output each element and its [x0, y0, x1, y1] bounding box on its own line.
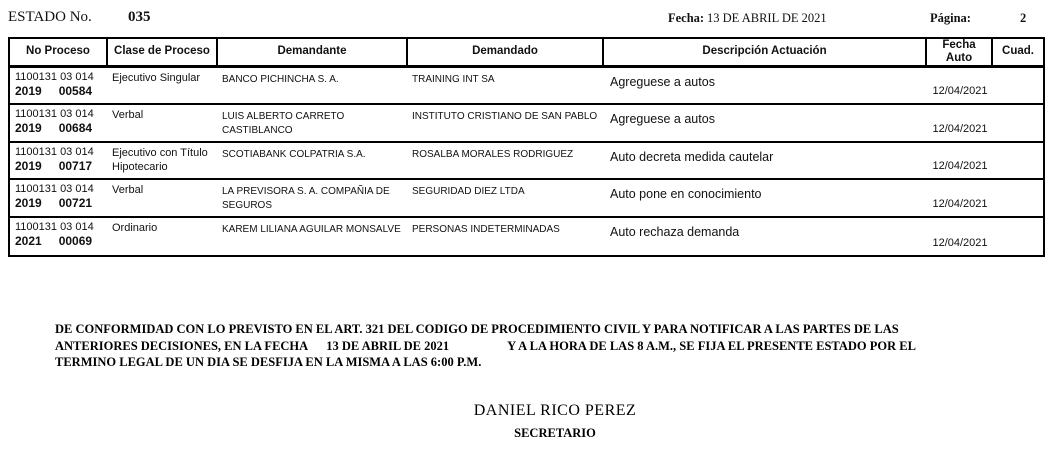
radicado: 1100131 03 014: [15, 183, 94, 195]
anio: 2019: [15, 84, 42, 99]
cell-demandado: SEGURIDAD DIEZ LTDA: [412, 186, 525, 197]
fecha-auto-line1: Fecha: [942, 38, 976, 51]
pagina-label: Página:: [930, 11, 971, 25]
cell-demandado: TRAINING INT SA: [412, 74, 495, 85]
cell-no-proceso: [10, 218, 108, 255]
radicado: 1100131 03 014: [15, 71, 94, 83]
table-row: [10, 180, 1043, 218]
column-header-fecha-auto: [927, 39, 993, 65]
secretary-name: DANIEL RICO PEREZ: [473, 401, 637, 419]
column-header-no-proceso: No Proceso: [10, 39, 108, 65]
cell-demandante: BANCO PICHINCHA S. A.: [222, 74, 339, 85]
cell-demandado: INSTITUTO CRISTIANO DE SAN PABLO: [412, 111, 598, 122]
fecha-value: 13 DE ABRIL DE 2021: [707, 11, 827, 25]
cell-fecha-auto: 12/04/2021: [932, 237, 988, 249]
secretary-title: SECRETARIO: [514, 425, 596, 440]
estado-label: ESTADO No.: [8, 9, 92, 25]
cell-clase: Verbal: [112, 109, 144, 121]
radicado: 1100131 03 014: [15, 108, 94, 120]
legal-line-2: [55, 338, 960, 355]
cell-fecha-auto: 12/04/2021: [932, 198, 988, 210]
anio: 2019: [15, 196, 42, 211]
table-row: [10, 68, 1043, 105]
cell-cuad: [993, 218, 1043, 255]
fecha-auto-line2: Auto: [945, 52, 973, 64]
column-header-clase: Clase de Proceso: [108, 39, 218, 65]
table-row: [10, 105, 1043, 143]
signature-block: [0, 402, 1060, 441]
cell-no-proceso: [10, 105, 108, 141]
cell-no-proceso: [10, 180, 108, 216]
cell-demandante: LUIS ALBERTO CARRETO CASTIBLANCO: [222, 111, 345, 136]
cell-clase: Ejecutivo con Título Hipotecario: [112, 147, 208, 173]
cell-cuad: [993, 180, 1043, 216]
cell-descripcion: Auto decreta medida cautelar: [610, 150, 774, 164]
legal-line-1: DE CONFORMIDAD CON LO PREVISTO EN EL ART. 321 DEL CODIGO DE PROCEDIMIENTO CIVIL Y PARA NOTIFICAR A LAS PARTES DE LAS: [55, 322, 899, 336]
consecutivo: 00717: [58, 159, 93, 174]
column-header-demandado: Demandado: [408, 39, 604, 65]
column-header-descripcion: Descripción Actuación: [604, 39, 927, 65]
consecutivo: 00721: [58, 196, 93, 211]
fecha-label: Fecha:: [668, 11, 705, 25]
estado-number: 035: [128, 9, 151, 25]
table-header-row: [10, 39, 1043, 68]
legal-line-2-post: Y A LA HORA DE LAS 8 A.M., SE FIJA EL PRESENTE ESTADO POR EL: [507, 338, 916, 353]
cell-clase: Ejecutivo Singular: [112, 72, 201, 84]
cell-cuad: [993, 105, 1043, 141]
cell-clase: Verbal: [112, 184, 144, 196]
table-body: [10, 68, 1043, 255]
radicado: 1100131 03 014: [15, 221, 94, 233]
anio: 2019: [15, 159, 42, 174]
table-row: [10, 218, 1043, 255]
radicado: 1100131 03 014: [15, 146, 94, 158]
pagina-value: 2: [1020, 11, 1027, 25]
cell-cuad: [993, 143, 1043, 178]
legal-line-2-pre: ANTERIORES DECISIONES, EN LA FECHA: [55, 338, 309, 353]
cell-fecha-auto: 12/04/2021: [932, 160, 988, 172]
legal-line-3: TERMINO LEGAL DE UN DIA SE DESFIJA EN LA MISMA A LAS 6:00 P.M.: [55, 355, 482, 369]
cell-demandado: PERSONAS INDETERMINADAS: [412, 224, 560, 235]
consecutivo: 00684: [58, 121, 93, 136]
column-header-cuad: Cuad.: [1002, 45, 1034, 58]
cell-demandado: ROSALBA MORALES RODRIGUEZ: [412, 149, 574, 160]
cell-demandante: KAREM LILIANA AGUILAR MONSALVE: [222, 224, 401, 235]
column-header-demandante: Demandante: [218, 39, 408, 65]
cell-descripcion: Agreguese a autos: [610, 112, 715, 126]
consecutivo: 00069: [58, 234, 93, 249]
cell-demandante: LA PREVISORA S. A. COMPAÑIA DE SEGUROS: [222, 186, 390, 211]
cell-clase: Ordinario: [112, 222, 158, 234]
cell-no-proceso: [10, 68, 108, 103]
cell-descripcion: Auto pone en conocimiento: [610, 187, 762, 201]
document-header: [0, 0, 1060, 37]
legal-line-2-date: 13 DE ABRIL DE 2021: [326, 338, 450, 353]
anio: 2019: [15, 121, 42, 136]
cell-fecha-auto: 12/04/2021: [932, 123, 988, 135]
cell-fecha-auto: 12/04/2021: [932, 85, 988, 97]
cell-descripcion: Agreguese a autos: [610, 75, 715, 89]
cell-cuad: [993, 68, 1043, 103]
table-row: [10, 143, 1043, 180]
legal-paragraph: [55, 321, 960, 371]
procesos-table: [8, 37, 1045, 257]
cell-no-proceso: [10, 143, 108, 178]
anio: 2021: [15, 234, 42, 249]
cell-descripcion: Auto rechaza demanda: [610, 225, 740, 239]
consecutivo: 00584: [58, 84, 93, 99]
cell-demandante: SCOTIABANK COLPATRIA S.A.: [222, 149, 366, 160]
